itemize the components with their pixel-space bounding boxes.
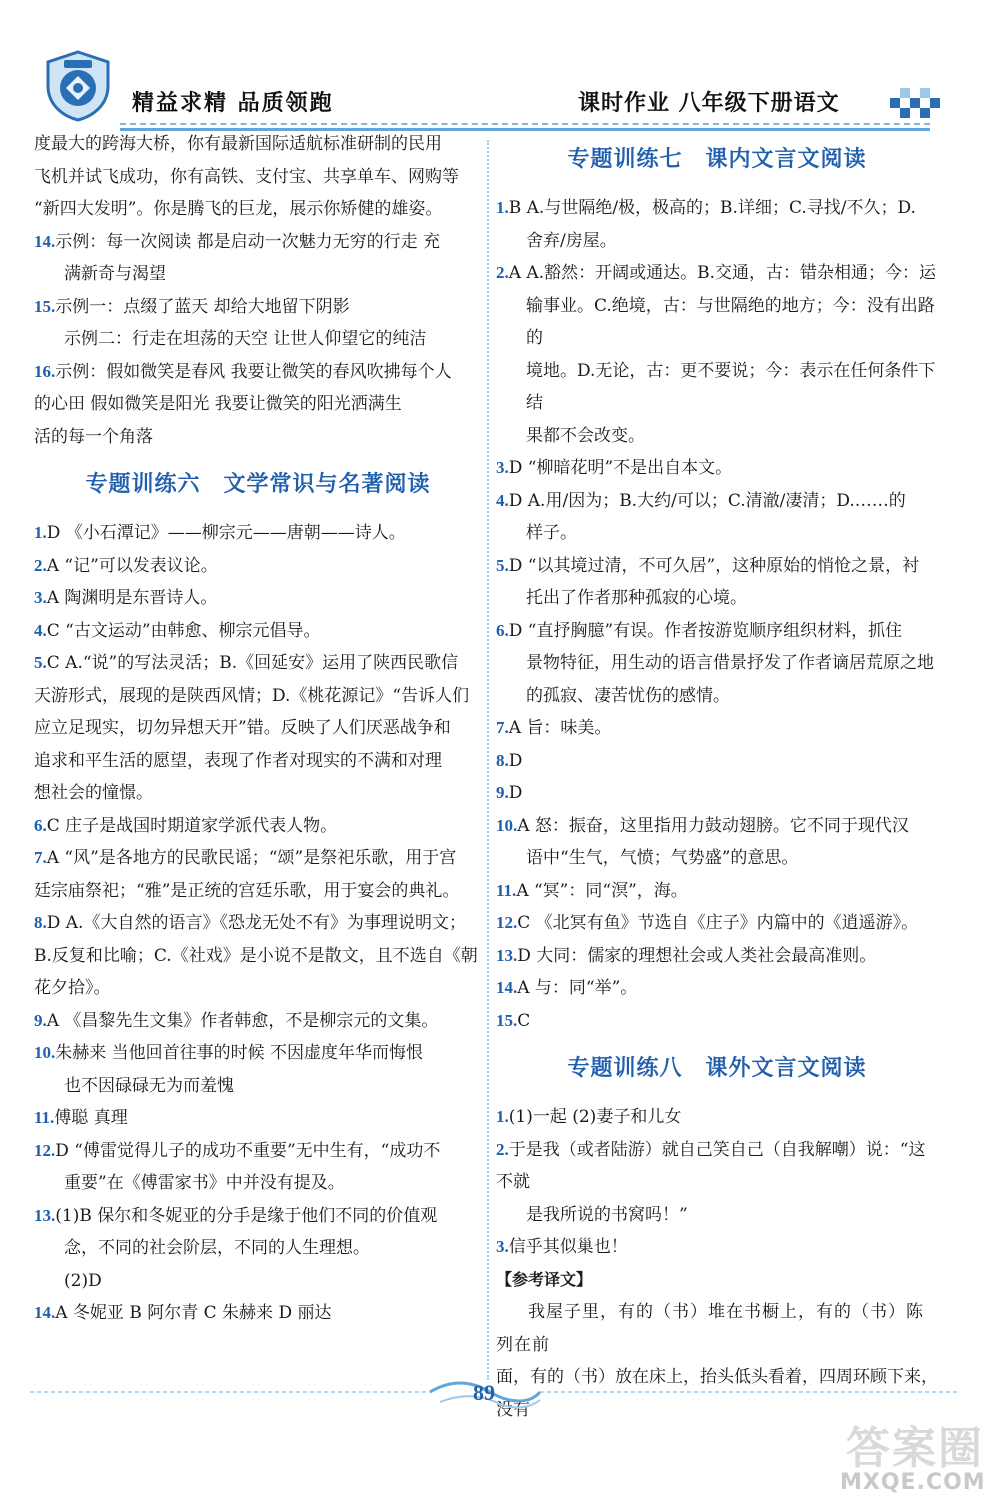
intro-paragraph <box>34 128 482 226</box>
text-line: 想社会的憧憬。 <box>34 783 153 803</box>
item-number: 10. <box>496 815 518 835</box>
text-line: 飞机并试飞成功，你有高铁、支付宝、共享单车、网购等 <box>34 166 459 187</box>
text-line: 花夕拾》。 <box>34 978 111 998</box>
answer-item <box>496 1134 938 1232</box>
text-line: D “傅雷觉得儿子的成功不重要”无中生有，“成功不 <box>55 1140 441 1161</box>
answer-item <box>496 1005 938 1038</box>
text-line: 朱赫来 当他回首往事的时候 不因虚度年华而悔恨 <box>55 1043 424 1063</box>
text-line: A 冬妮亚 B 阿尔青 C 朱赫来 D 丽达 <box>55 1303 332 1323</box>
text-line: A 《昌黎先生文集》作者韩愈，不是柳宗元的文集。 <box>46 1010 439 1031</box>
text-line: 输事业。C.绝境，古：与世隔绝的地方；今：没有出路的 <box>526 295 935 348</box>
answer-item <box>34 291 482 356</box>
answer-item <box>34 582 482 615</box>
text-line: 示例一：点缀了蓝天 却给大地留下阴影 <box>55 296 350 317</box>
item-number: 3. <box>34 588 47 607</box>
item-number: 15. <box>496 1010 518 1030</box>
answer-item <box>34 356 482 454</box>
right-column <box>496 128 938 1426</box>
text-line: 样子。 <box>526 523 577 543</box>
answer-item <box>34 1297 482 1330</box>
item-number: 8. <box>34 913 47 932</box>
item-number: 14. <box>34 231 56 251</box>
item-number: 7. <box>34 848 47 867</box>
text-line: 于是我（或者陆游）就自己笑自己（自我解嘲）说：“这不就 <box>496 1139 926 1192</box>
text-line: 活的每一个角落 <box>34 426 153 447</box>
column-divider <box>487 140 489 1380</box>
item-number: 6. <box>496 620 509 640</box>
answer-item <box>496 452 938 485</box>
answer-item <box>34 550 482 583</box>
answer-item <box>34 1102 482 1135</box>
answer-item <box>496 550 938 615</box>
text-line: D A.用/因为；B.大约/可以；C.清澈/凄清；D.……的 <box>508 490 906 511</box>
text-line: (1)一起 (2)妻子和儿女 <box>508 1107 682 1127</box>
answer-item <box>34 517 482 550</box>
school-badge-icon <box>42 50 114 122</box>
item-number: 8. <box>496 750 509 770</box>
item-number: 14. <box>34 1303 56 1322</box>
answer-item <box>496 485 938 550</box>
text-line: 示例二：行走在坦荡的天空 让世人仰望它的纯洁 <box>64 329 427 349</box>
text-line: 果都不会改变。 <box>526 425 645 446</box>
item-number: 4. <box>34 620 47 640</box>
text-line: 傅聪 真理 <box>54 1108 128 1128</box>
text-line: (1)B 保尔和冬妮亚的分手是缘于他们不同的价值观 <box>55 1205 438 1226</box>
text-line: B.反复和比喻；C.《社戏》是小说不是散文，且不选自《朝 <box>34 945 478 966</box>
item-number: 3. <box>496 1237 509 1256</box>
item-number: 2. <box>496 263 509 282</box>
text-line: B A.与世隔绝/极，极高的；B.详细；C.寻找/不久；D. <box>508 198 916 218</box>
answer-item <box>34 1037 482 1102</box>
text-line: 语中“生气，气愤；气势盛”的意思。 <box>526 848 799 868</box>
answer-item <box>34 907 482 1005</box>
text-line: D <box>508 750 523 771</box>
answer-item <box>34 226 482 291</box>
item-number: 10. <box>34 1043 56 1062</box>
text-line: C “古文运动”由韩愈、柳宗元倡导。 <box>46 620 321 641</box>
text-line: 天游形式，展现的是陕西风情；D.《桃花源记》“告诉人们 <box>34 685 470 706</box>
item-number: 5. <box>496 555 509 575</box>
text-line: C 《北冥有鱼》节选自《庄子》内篇中的《逍遥游》。 <box>517 913 919 933</box>
answer-item <box>496 972 938 1005</box>
answer-item <box>496 192 938 257</box>
text-line: (2)D <box>64 1270 102 1291</box>
section-title: 专题训练七 课内文言文阅读 <box>567 147 867 172</box>
header-dashed-rule <box>120 123 930 125</box>
text-line: 示例：假如微笑是春风 我要让微笑的春风吹拂每个人 <box>55 361 452 382</box>
answer-item <box>34 842 482 907</box>
answer-item <box>34 615 482 648</box>
text-line: 重要”在《傅雷家书》中并没有提及。 <box>64 1173 345 1193</box>
header-book-title: 课时作业 八年级下册语文 <box>578 90 840 116</box>
item-number: 5. <box>34 653 47 672</box>
text-line: C 庄子是战国时期道家学派代表人物。 <box>46 815 338 836</box>
watermark-url: MXQE.COM <box>840 1470 986 1495</box>
text-line: A 怒：振奋，这里指用力鼓动翅膀。它不同于现代汉 <box>517 815 909 836</box>
text-line: 示例：每一次阅读 都是启动一次魅力无穷的行走 充 <box>55 231 441 252</box>
answer-item <box>496 940 938 973</box>
answer-item <box>496 1231 938 1264</box>
item-number: 1. <box>496 1107 509 1126</box>
left-column <box>34 128 482 1330</box>
text-line: D A.《大自然的语言》《恐龙无处不有》为事理说明文； <box>46 913 466 933</box>
text-line: D “直抒胸臆”有误。作者按游览顺序组织材料，抓住 <box>508 620 903 641</box>
text-line: 度最大的跨海大桥，你有最新国际适航标准研制的民用 <box>34 134 442 154</box>
text-line: A A.豁然：开阔或通达。B.交通，古：错杂相通；今：运 <box>508 263 937 283</box>
text-line: D “柳暗花明”不是出自本文。 <box>508 458 733 478</box>
section-title: 专题训练八 课外文言文阅读 <box>567 1056 867 1081</box>
item-number: 1. <box>496 198 509 217</box>
item-number: 2. <box>34 555 47 575</box>
item-number: 9. <box>496 783 509 802</box>
answer-item <box>496 777 938 810</box>
text-line: C A.“说”的写法灵活；B.《回延安》运用了陕西民歌信 <box>46 653 459 673</box>
text-line: A “风”是各地方的民歌民谣；“颂”是祭祀乐歌，用于宫 <box>46 848 457 868</box>
page-number: 89 <box>473 1380 495 1405</box>
answer-item <box>496 712 938 745</box>
text-line: D <box>508 783 523 803</box>
answer-item <box>34 1005 482 1038</box>
text-line: 境地。D.无论，古：更不要说；今：表示在任何条件下结 <box>526 360 936 413</box>
answer-item <box>34 1200 482 1298</box>
item-number: 2. <box>496 1139 509 1159</box>
text-line: 景物特征，用生动的语言借景抒发了作者谪居荒原之地 <box>526 653 934 673</box>
answer-item <box>496 907 938 940</box>
item-number: 6. <box>34 815 47 835</box>
answer-item <box>496 615 938 713</box>
answer-item <box>496 745 938 778</box>
text-line: 满新奇与渴望 <box>64 264 166 284</box>
item-number: 3. <box>496 458 509 477</box>
item-number: 16. <box>34 361 56 381</box>
text-line: 信乎其似巢也！ <box>508 1237 628 1257</box>
item-number: 12. <box>496 913 518 932</box>
answer-item <box>496 257 938 452</box>
item-number: 13. <box>34 1205 56 1225</box>
answer-item <box>496 810 938 875</box>
text-line: 追求和平生活的愿望，表现了作者对现实的不满和对理 <box>34 750 442 771</box>
text-line: A “冥”：同“溟”，海。 <box>516 880 688 901</box>
text-line: “新四大发明”。你是腾飞的巨龙，展示你矫健的雄姿。 <box>34 199 443 219</box>
item-number: 4. <box>496 490 509 510</box>
text-line: A 陶渊明是东晋诗人。 <box>46 588 218 608</box>
text-line: C <box>517 1010 531 1031</box>
text-line: 的孤寂、凄苦忧伤的感情。 <box>526 685 730 706</box>
text-line: D “以其境过清，不可久居”，这种原始的悄怆之景，衬 <box>508 555 920 576</box>
text-line: 也不因碌碌无为而羞愧 <box>64 1075 234 1096</box>
text-line: 舍弃/房屋。 <box>526 230 617 251</box>
text-line: 廷宗庙祭祀；“雅”是正统的宫廷乐歌，用于宴会的典礼。 <box>34 880 460 901</box>
item-number: 9. <box>34 1010 47 1030</box>
text-line: A 旨：味美。 <box>508 718 612 738</box>
answer-item <box>34 810 482 843</box>
item-number: 11. <box>496 880 517 900</box>
answer-item <box>34 1135 482 1200</box>
watermark-logo: 答案圈 <box>846 1423 984 1474</box>
answer-item <box>496 875 938 908</box>
translation-line: 面，有的（书）放在床上，抬头低头看着，四周环顾下来，没有 <box>496 1367 938 1420</box>
text-line: 托出了作者那种孤寂的心境。 <box>526 588 747 608</box>
text-line: 应立足现实，切勿异想天开”错。反映了人们厌恶战争和 <box>34 718 451 738</box>
item-number: 15. <box>34 296 56 316</box>
item-number: 11. <box>34 1108 55 1127</box>
text-line: 是我所说的书窝吗！” <box>526 1204 688 1225</box>
section-title: 专题训练六 文学常识与名著阅读 <box>85 472 431 497</box>
item-number: 12. <box>34 1140 56 1160</box>
text-line: 的心田 假如微笑是阳光 我要让微笑的阳光洒满生 <box>34 394 402 414</box>
header-slogan: 精益求精 品质领跑 <box>132 90 334 116</box>
text-line: D 《小石潭记》——柳宗元——唐朝——诗人。 <box>46 523 406 543</box>
reference-translation-label: 【参考译文】 <box>496 1269 593 1289</box>
text-line: A 与：同“举”。 <box>517 978 638 998</box>
checker-decoration-icon <box>890 84 940 128</box>
text-line: D 大同：儒家的理想社会或人类社会最高准则。 <box>517 945 877 966</box>
text-line: A “记”可以发表议论。 <box>46 555 218 576</box>
item-number: 1. <box>34 523 47 542</box>
translation-line: 我屋子里，有的（书）堆在书橱上，有的（书）陈列在前 <box>496 1302 924 1355</box>
item-number: 7. <box>496 718 509 737</box>
text-line: 念，不同的社会阶层，不同的人生理想。 <box>64 1238 370 1258</box>
item-number: 14. <box>496 978 518 997</box>
answer-item <box>496 1101 938 1134</box>
item-number: 13. <box>496 945 518 965</box>
answer-item <box>34 647 482 810</box>
